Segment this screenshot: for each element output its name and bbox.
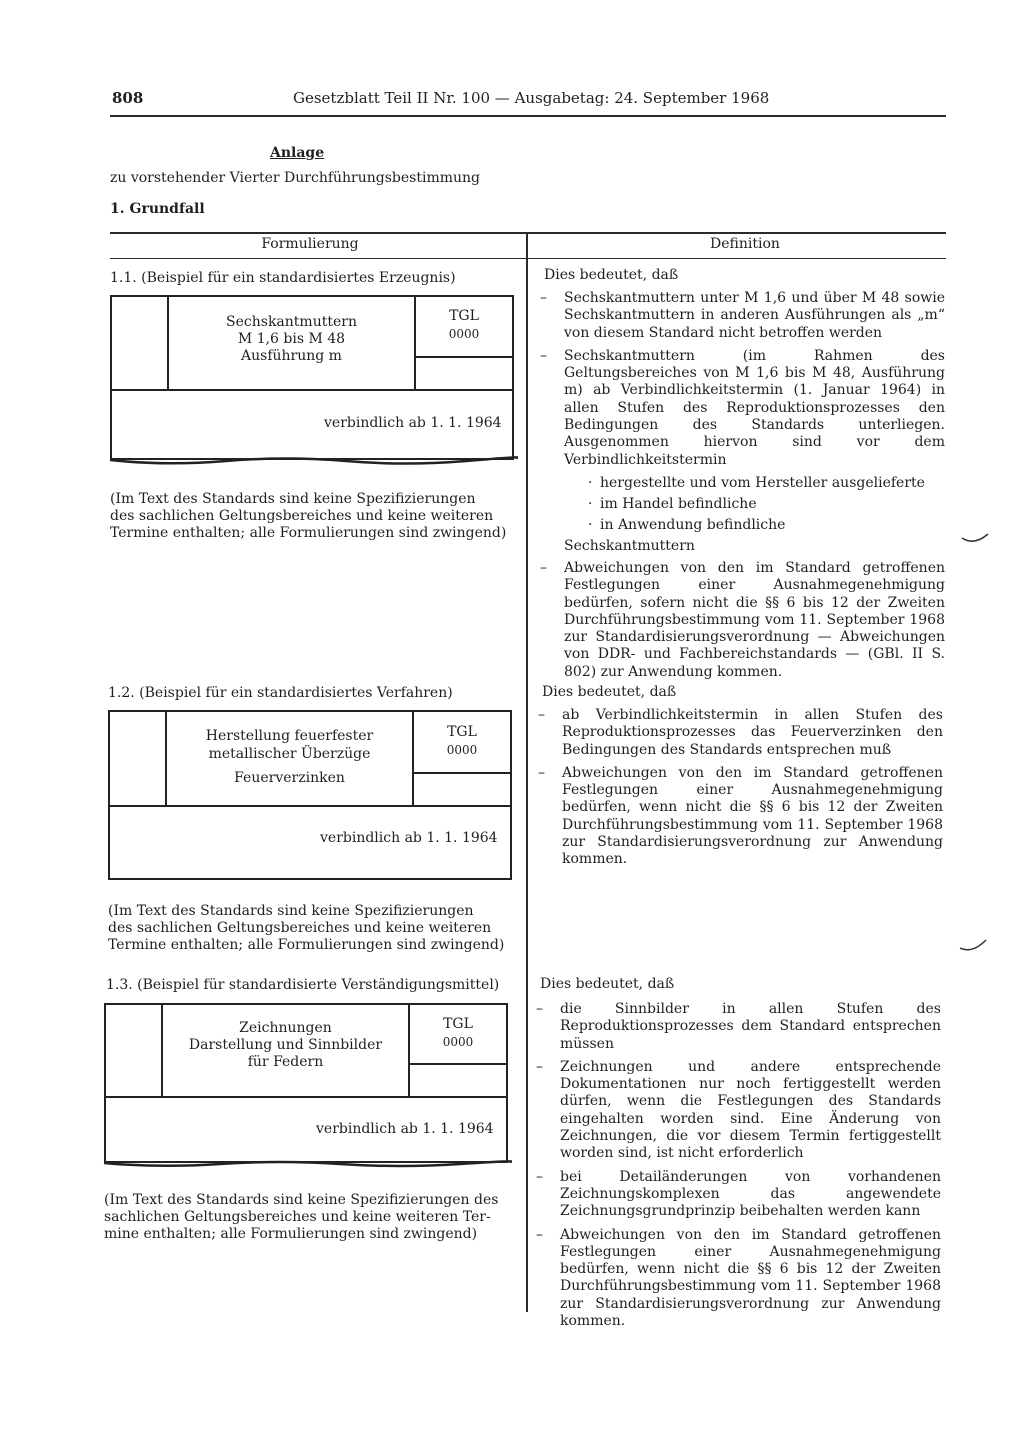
standard-box (110, 295, 514, 460)
table-top-rule (110, 232, 946, 234)
standard-title-line: Herstellung feuerfester (205, 728, 374, 744)
column-header-definition: Definition (710, 236, 780, 252)
definition-item: – Zeichnungen und andere entsprechende Dokumentationen nur noch fertiggestellt werden dürfen, wenn die Festlegungen des Standards eingehalten worden sind. Eine Änderung von Zeichnungen, die vor diesem Termin fertiggestellt worden sind, ist nicht erforderlich (536, 1058, 941, 1162)
standard-title-line: M 1,6 bis M 48 (237, 331, 346, 347)
tgl-number: 0000 (446, 743, 478, 757)
binding-date: verbindlich ab 1. 1. 1964 (324, 415, 502, 431)
definition-intro: Dies bedeutet, daß (540, 976, 675, 992)
definition-intro: Dies bedeutet, daß (542, 684, 677, 700)
page-header-title: Gesetzblatt Teil II Nr. 100 — Ausgabetag: 24. September 1968 (293, 89, 770, 107)
definition-item: – Abweichungen von den im Standard getroffenen Festlegungen einer Ausnahmegenehmigung bedürfen, wenn nicht die §§ 6 bis 12 der Zweiten Durchführungsbestimmung vom 11. September 1968 zur Standardisierungsverordnung zur Anwendung kommen. (536, 1226, 941, 1330)
standard-title-line: für Federn (247, 1054, 324, 1070)
definition-item: – bei Detailänderungen von vorhandenen Zeichnungskomplexen das angewendete Zeichnungsgrundprinzip beibehalten werden kann (536, 1168, 941, 1220)
definition-block (538, 684, 943, 869)
tgl-label: TGL (447, 724, 477, 740)
definition-item: – Sechskantmuttern unter M 1,6 und über M 48 sowie Sechskantmuttern in anderen Ausführungen als „m“ von diesem Standard nicht betroffen werden (540, 290, 945, 341)
definition-subitem: · im Handel befindliche (588, 495, 757, 512)
binding-date: verbindlich ab 1. 1. 1964 (316, 1121, 494, 1137)
example-note-line: des sachlichen Geltungsbereiches und keine weiteren (110, 508, 494, 524)
example-note-line: Termine enthalten; alle Formulierungen sind zwingend) (110, 525, 507, 541)
wavy-edge (100, 1156, 512, 1174)
definition-item: – Abweichungen von den im Standard getroffenen Festlegungen einer Ausnahmegenehmigung bedürfen, wenn nicht die §§ 6 bis 12 der Zweiten Durchführungsbestimmung vom 11. September 1968 zur Standardisierungsverordnung zur Anwendung kommen. (538, 764, 943, 868)
anlage-subtitle: zu vorstehender Vierter Durchführungsbestimmung (110, 170, 481, 186)
standard-box (104, 1003, 508, 1163)
tgl-label: TGL (449, 308, 479, 324)
definition-subitem: · hergestellte und vom Hersteller ausgelieferte (588, 474, 925, 491)
definition-subitem: · in Anwendung befindliche (588, 516, 786, 533)
standard-title-line: Feuerverzinken (234, 770, 345, 786)
definition-block (540, 267, 945, 681)
section-heading: 1. Grundfall (110, 201, 205, 217)
definition-subject: Sechskantmuttern (564, 537, 695, 554)
column-divider (526, 232, 528, 1312)
page-number: 808 (112, 89, 144, 107)
binding-date: verbindlich ab 1. 1. 1964 (320, 830, 498, 846)
example-heading: 1.2. (Beispiel für ein standardisiertes Verfahren) (108, 685, 453, 701)
wavy-edge (106, 452, 518, 470)
margin-mark (960, 530, 990, 550)
column-header-formulierung: Formulierung (261, 236, 359, 252)
example-note-line: (Im Text des Standards sind keine Spezifizierungen (108, 903, 474, 919)
example-note-line: (Im Text des Standards sind keine Spezifizierungen des (104, 1192, 499, 1208)
margin-mark (958, 938, 988, 958)
tgl-number: 0000 (442, 1035, 474, 1049)
column-header-rule (110, 258, 946, 259)
definition-item: – Sechskantmuttern (im Rahmen des Geltungsbereiches von M 1,6 bis M 48, Ausführung m) ab Verbindlichkeitstermin (1. Januar 1964) in allen Stufen des Reproduktionsprozesses den Bedingungen des Standards unterliegen. Ausgenommen hiervon sind vor dem Verbindlichkeitstermin (540, 347, 945, 468)
standard-title-line: metallischer Überzüge (208, 746, 371, 762)
anlage-heading: Anlage (270, 145, 325, 161)
standard-title-line: Sechskantmuttern (226, 314, 357, 330)
standard-title-line: Ausführung m (241, 348, 342, 364)
example-note-line: des sachlichen Geltungsbereiches und keine weiteren (108, 920, 492, 936)
definition-intro: Dies bedeutet, daß (544, 267, 679, 283)
tgl-label: TGL (443, 1016, 473, 1032)
standard-title-line: Darstellung und Sinnbilder (188, 1037, 383, 1053)
tgl-number: 0000 (448, 327, 480, 341)
definition-item: – die Sinnbilder in allen Stufen des Reproduktionsprozesses dem Standard entsprechen müssen (536, 1001, 941, 1052)
definition-item: – ab Verbindlichkeitstermin in allen Stufen des Reproduktionsprozesses das Feuerverzinken den Bedingungen des Standards entsprechen muß (538, 707, 943, 758)
example-heading: 1.1. (Beispiel für ein standardisiertes Erzeugnis) (110, 270, 456, 286)
example-heading: 1.3. (Beispiel für standardisierte Verständigungsmittel) (106, 977, 500, 993)
example-note-line: (Im Text des Standards sind keine Spezifizierungen (110, 491, 476, 507)
header-rule (110, 115, 946, 117)
standard-box (108, 710, 512, 880)
example-note-line: mine enthalten; alle Formulierungen sind zwingend) (104, 1226, 478, 1242)
standard-title-line: Zeichnungen (239, 1020, 332, 1036)
example-note-line: sachlichen Geltungsbereiches und keine weiteren Ter- (104, 1209, 491, 1225)
definition-block (536, 976, 941, 1330)
example-note-line: Termine enthalten; alle Formulierungen sind zwingend) (108, 937, 505, 953)
definition-item: – Abweichungen von den im Standard getroffenen Festlegungen einer Ausnahmegenehmigung bedürfen, sofern nicht die §§ 6 bis 12 der Zweiten Durchführungsbestimmung vom 11. September 1968 zur Standardisierungsverordnung — Abweichungen von DDR- und Fachbereichstandards — (GBl. II S. 802) zur Anwendung kommen. (540, 559, 945, 680)
